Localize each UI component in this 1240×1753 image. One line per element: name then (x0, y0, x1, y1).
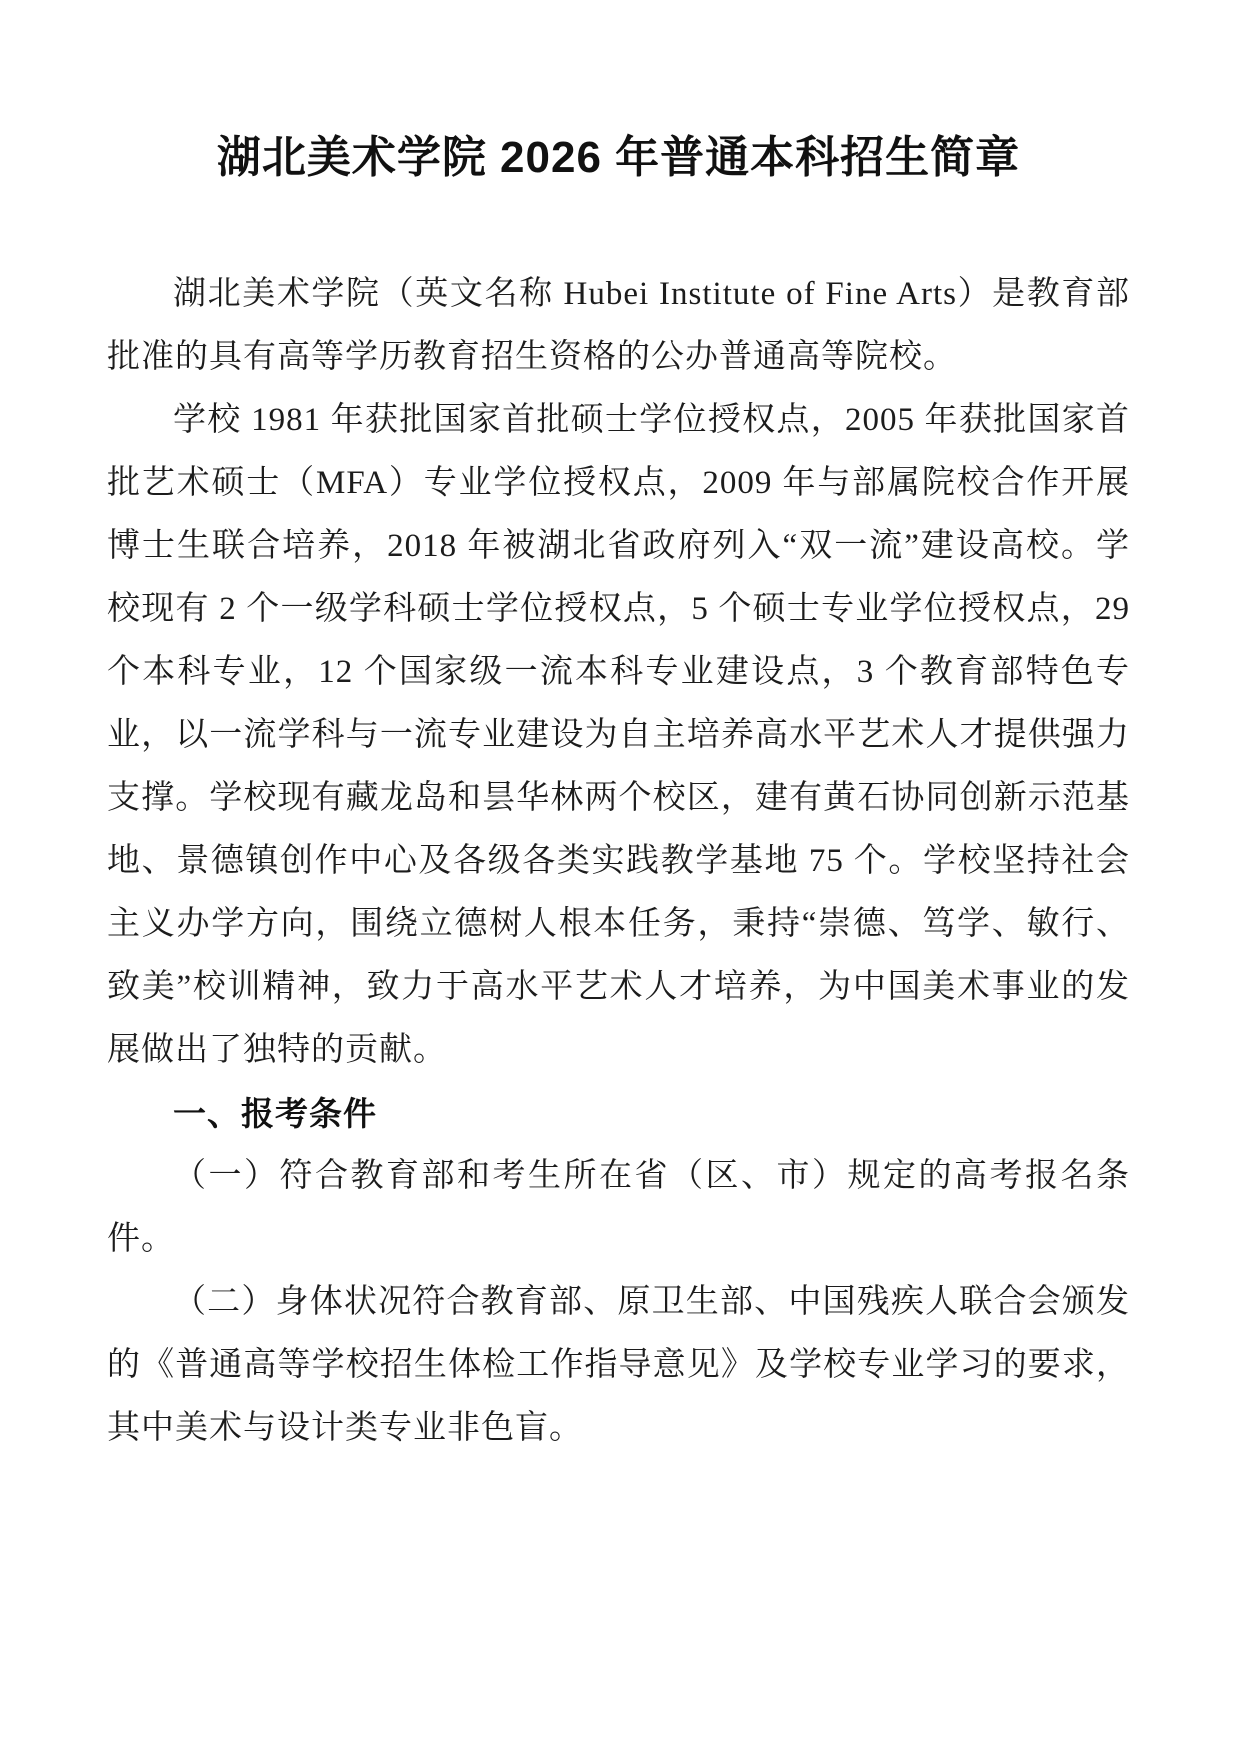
school-overview-paragraph: 学校 1981 年获批国家首批硕士学位授权点，2005 年获批国家首批艺术硕士（MFA）专业学位授权点，2009 年与部属院校合作开展博士生联合培养，2018 年被湖北省政府列入“双一流”建设高校。学校现有 2 个一级学科硕士学位授权点，5 个硕士专业学位授权点，29 个本科专业，12 个国家级一流本科专业建设点，3 个教育部特色专业，以一流学科与一流专业建设为自主培养高水平艺术人才提供强力支撑。学校现有藏龙岛和昙华林两个校区，建有黄石协同创新示范基地、景德镇创作中心及各级各类实践教学基地 75 个。学校坚持社会主义办学方向，围绕立德树人根本任务，秉持“崇德、笃学、敏行、致美”校训精神，致力于高水平艺术人才培养，为中国美术事业的发展做出了独特的贡献。 (107, 402, 1130, 1068)
section-heading-application-requirements: 一、报考条件 (173, 1095, 377, 1132)
intro-paragraph: 湖北美术学院（英文名称 Hubei Institute of Fine Arts）是教育部批准的具有高等学历教育招生资格的公办普通高等院校。 (107, 276, 1130, 375)
document-title: 湖北美术学院 2026 年普通本科招生简章 (216, 133, 1021, 182)
requirement-item-1: （一）符合教育部和考生所在省（区、市）规定的高考报名条件。 (107, 1158, 1130, 1257)
requirement-item-2: （二）身体状况符合教育部、原卫生部、中国残疾人联合会颁发的《普通高等学校招生体检工作指导意见》及学校专业学习的要求，其中美术与设计类专业非色盲。 (107, 1284, 1130, 1446)
